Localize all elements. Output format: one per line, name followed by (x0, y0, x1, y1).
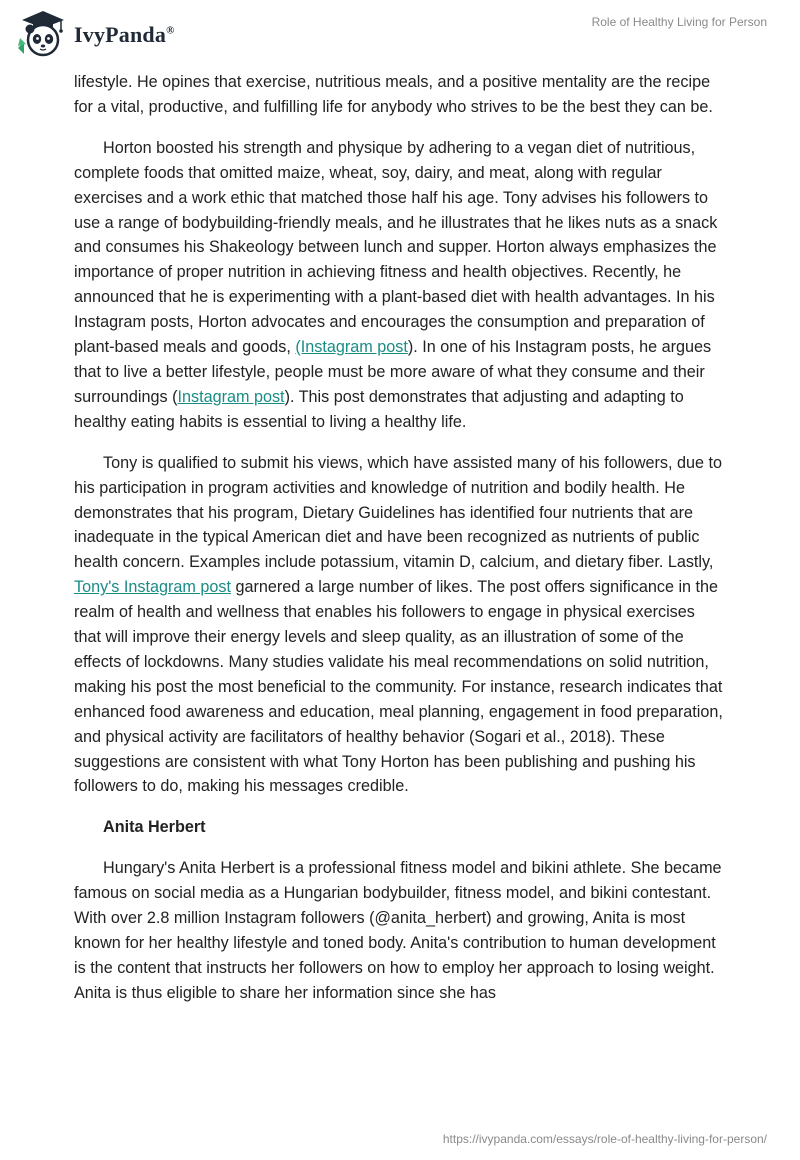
paragraph-continued: lifestyle. He opines that exercise, nutritious meals, and a positive mentality are the recipe for a vital, productive, and fulfilling life for anybody who strives to be the best they can be. (74, 73, 713, 116)
instagram-post-link-2[interactable]: Instagram post (177, 387, 285, 406)
panda-graduate-icon (14, 8, 72, 60)
document-title: Role of Healthy Living for Person (591, 15, 767, 29)
brand-name: IvyPanda® (74, 22, 175, 47)
paragraph-tony-qualified: Tony is qualified to submit his views, which have assisted many of his followers, due to his participation in program activities and knowledge of nutrition and bodily health. He demonstrates that his program, Dietary Guidelines has identified four nutrients that are inadequate in the typical American diet and have been recognized as nutrients of public health concern. Examples include potassium, vitamin D, calcium, and dietary fiber. Lastly, Tony's Instagram post garnered a large number of likes. The post offers significance in the realm of health and wellness that enables his followers to engage in physical exercises that will improve their energy levels and sleep quality, as an illustration of some of the effects of lockdowns. Many studies validate his meal recommendations on solid nutrition, making his post the most beneficial to the community. For instance, research indicates that enhanced food awareness and education, meal planning, engagement in food preparation, and physical activity are facilitators of healthy behavior (Sogari et al., 2018). These suggestions are consistent with what Tony Horton has been publishing and pushing his followers to do, making his messages credible. (74, 453, 723, 796)
paragraph-horton-diet: Horton boosted his strength and physique by adhering to a vegan diet of nutritious, complete foods that omitted maize, wheat, soy, dairy, and meat, along with regular exercises and a work ethic that matched those half his age. Tony advises his followers to use a range of bodybuilding-friendly meals, and he illustrates that he likes nuts as a snack and consumes his Shakeology between lunch and supper. Horton always emphasizes the importance of proper nutrition in achieving fitness and health objectives. Recently, he announced that he is experimenting with a plant-based diet with health advantages. In his Instagram posts, Horton advocates and encourages the consumption and preparation of plant-based meals and goods, (Instagram post). In one of his Instagram posts, he argues that to live a better lifestyle, people must be more aware of what they consume and their surroundings (Instagram post). This post demonstrates that adjusting and adapting to healthy eating habits is essential to living a healthy life. (74, 138, 718, 431)
tonys-instagram-post-link[interactable]: Tony's Instagram post (74, 578, 231, 597)
source-url[interactable]: https://ivypanda.com/essays/role-of-healthy-living-for-person/ (442, 1132, 767, 1146)
ivypanda-logo[interactable] (14, 8, 175, 60)
essay-body (74, 70, 726, 1022)
paragraph-anita-herbert: Hungary's Anita Herbert is a professional fitness model and bikini athlete. She became famous on social media as a Hungarian bodybuilder, fitness model, and bikini contestant. With over 2.8 million Instagram followers (@anita_herbert) and growing, Anita is most known for her healthy lifestyle and toned body. Anita's contribution to human development is the content that instructs her followers on how to employ her approach to losing weight. Anita is thus eligible to share her information since she has (74, 859, 722, 1002)
instagram-post-link-1[interactable]: (Instagram post (295, 338, 408, 357)
section-heading: Anita Herbert (103, 818, 206, 837)
page-header (0, 0, 800, 70)
